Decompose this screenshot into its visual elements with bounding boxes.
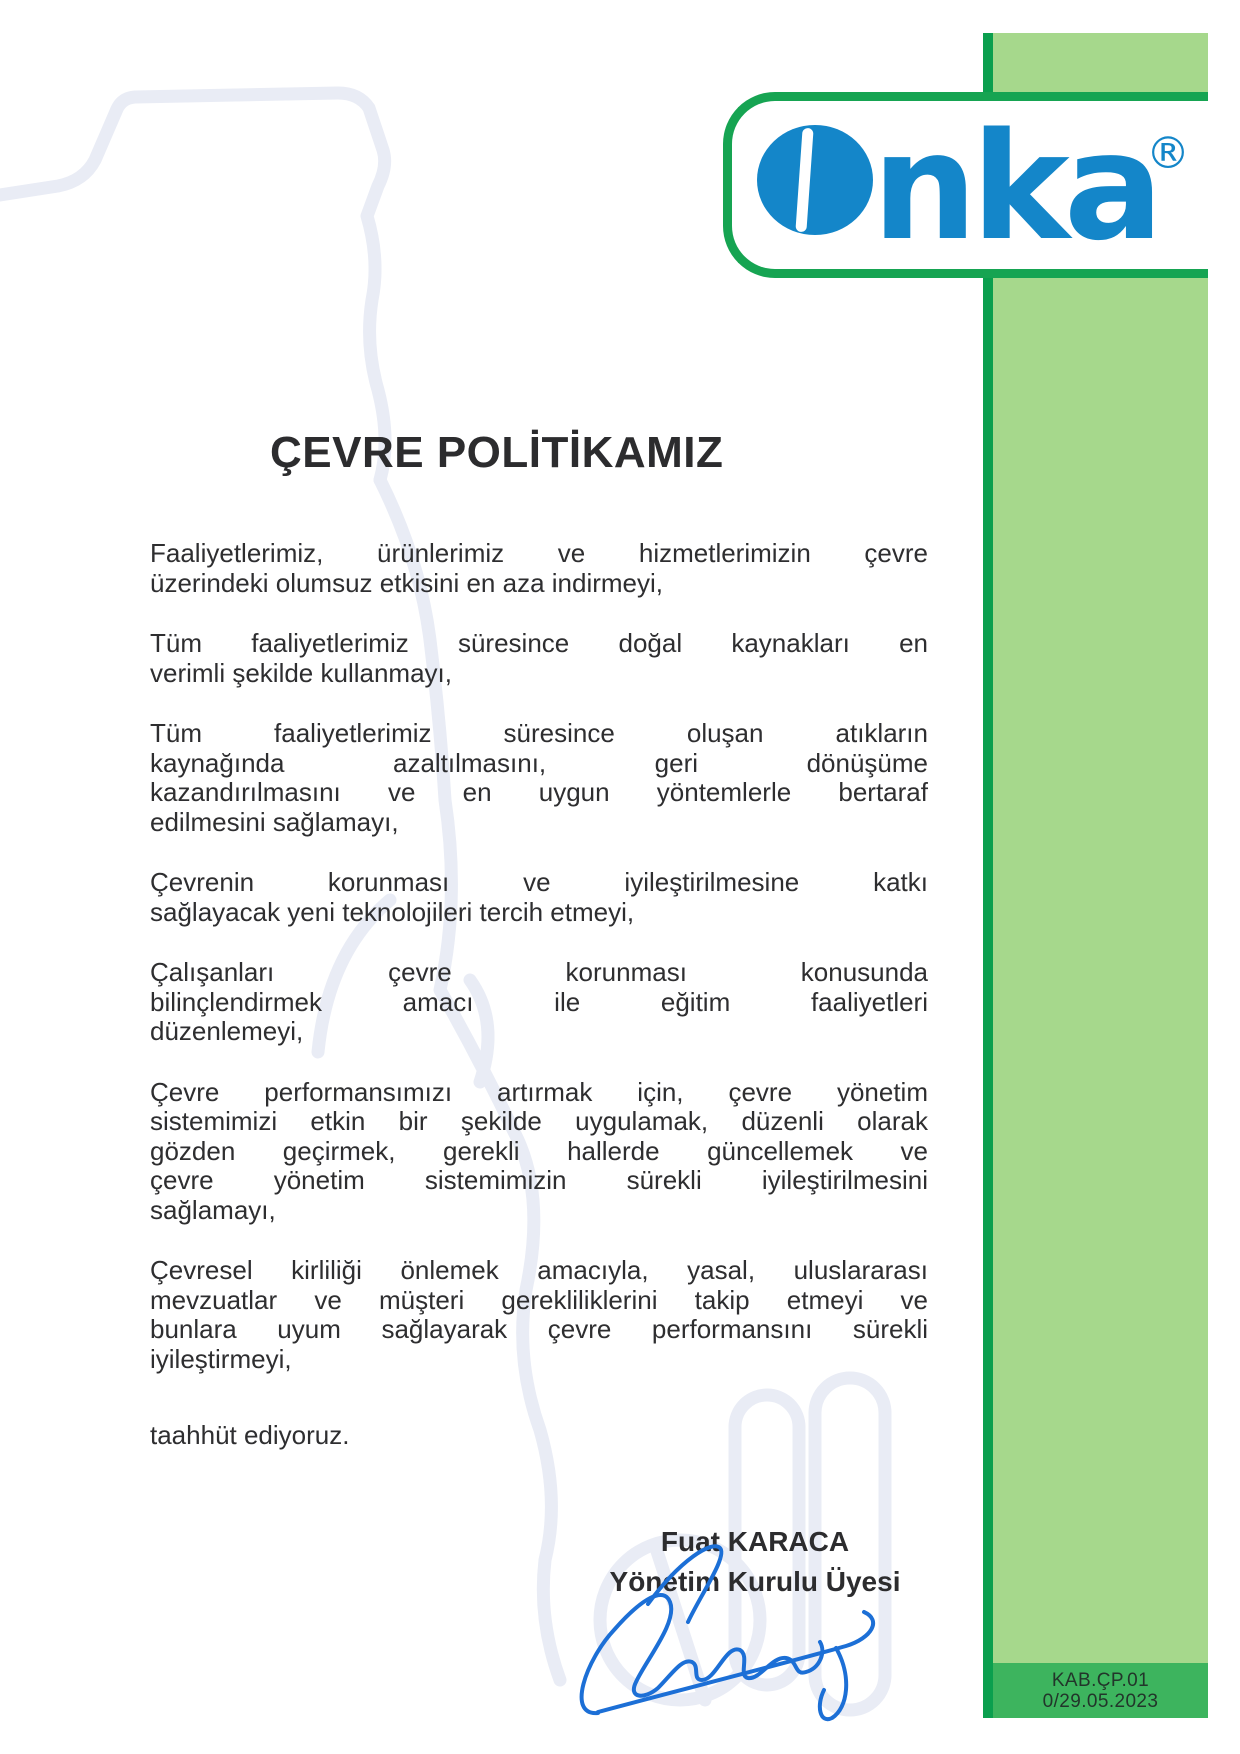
signatory-name: Fuat KARACA xyxy=(660,1526,850,1557)
policy-paragraph-line: Tüm faaliyetlerimiz süresince doğal kaynakları en xyxy=(150,628,928,658)
policy-paragraph-line: üzerindeki olumsuz etkisini en aza indirmeyi, xyxy=(150,567,664,598)
policy-paragraph-line: edilmesini sağlamayı, xyxy=(150,806,399,837)
policy-paragraph-line: Faaliyetlerimiz, ürünlerimiz ve hizmetlerimizin çevre xyxy=(150,538,928,568)
policy-paragraph-line: çevre yönetim sistemimizin sürekli iyileştirilmesini xyxy=(150,1165,928,1195)
policy-paragraph-line: sistemimizi etkin bir şekilde uygulamak, düzenli olarak xyxy=(150,1106,928,1136)
policy-paragraph-line: kazandırılmasını ve en uygun yöntemlerle bertaraf xyxy=(150,777,928,807)
policy-paragraph-line: Çevrenin korunması ve iyileştirilmesine katkı xyxy=(150,867,928,897)
registered-trademark-icon: ® xyxy=(1146,128,1190,179)
policy-paragraph-line: sağlamayı, xyxy=(150,1194,276,1225)
onka-logo-text: nka xyxy=(872,101,1158,273)
policy-paragraph-line: Tüm faaliyetlerimiz süresince oluşan atıkların xyxy=(150,718,928,748)
policy-paragraph-line: bunlara uyum sağlayarak çevre performansını sürekli xyxy=(150,1314,928,1344)
policy-paragraph-line: Çevresel kirliliği önlemek amacıyla, yasal, uluslararası xyxy=(150,1255,928,1285)
policy-paragraph-line: iyileştirmeyi, xyxy=(150,1343,292,1374)
policy-paragraph-line: sağlayacak yeni teknolojileri tercih etmeyi, xyxy=(150,896,635,927)
document-code: KAB.ÇP.01 xyxy=(1051,1669,1150,1691)
closing-statement: taahhüt ediyoruz. xyxy=(150,1420,350,1450)
policy-paragraph-line: bilinçlendirmek amacı ile eğitim faaliyetleri xyxy=(150,986,928,1017)
page-title: ÇEVRE POLİTİKAMIZ xyxy=(270,428,724,477)
policy-paragraph-line: Çevre performansımızı artırmak için, çevre yönetim xyxy=(150,1076,928,1107)
signatory-role: Yönetim Kurulu Üyesi xyxy=(609,1566,901,1597)
policy-paragraph-line: düzenlemeyi, xyxy=(150,1016,304,1046)
policy-paragraph-line: verimli şekilde kullanmayı, xyxy=(150,657,452,688)
policy-paragraph-line: Çalışanları çevre korunması konusunda xyxy=(150,957,928,987)
policy-paragraph-line: kaynağında azaltılmasını, geri dönüşüme xyxy=(150,747,928,778)
policy-paragraph-line: mevzuatlar ve müşteri gerekliliklerini takip etmeyi ve xyxy=(150,1284,928,1315)
policy-paragraph-line: gözden geçirmek, gerekli hallerde güncellemek ve xyxy=(150,1135,928,1166)
document-revision-date: 0/29.05.2023 xyxy=(1042,1690,1159,1712)
